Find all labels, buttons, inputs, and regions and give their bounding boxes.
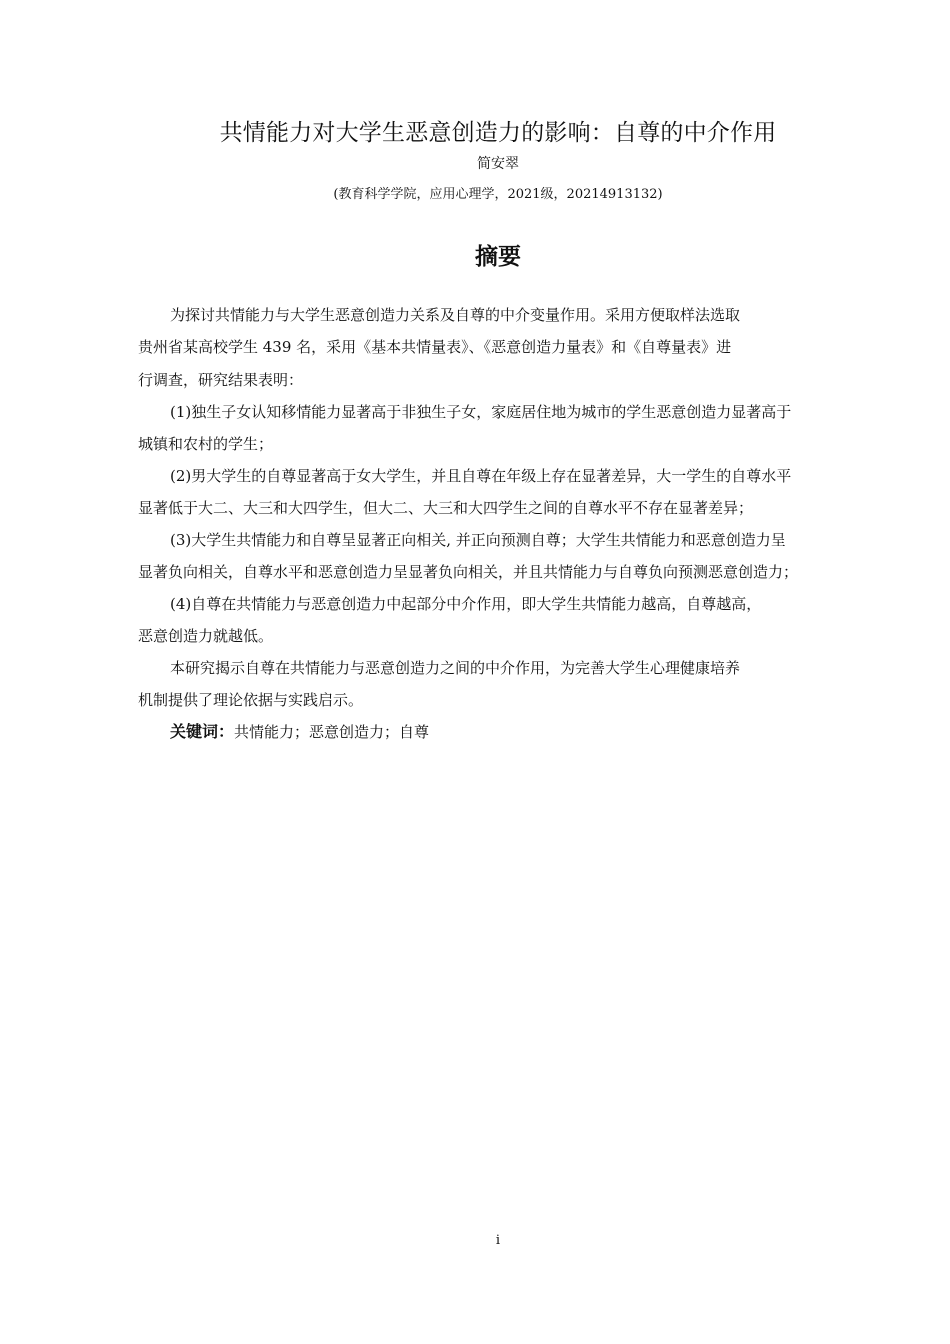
paper-title: 共情能力对大学生恶意创造力的影响：自尊的中介作用 (219, 120, 777, 146)
abstract-line: 贵州省某高校学生 439 名，采用《基本共情量表》、《恶意创造力量表》和《自尊量表》进 (138, 338, 732, 356)
keywords-label: 关键词： (170, 722, 235, 741)
abstract-line: 为探讨共情能力与大学生恶意创造力关系及自尊的中介变量作用。采用方便取样法选取 (170, 306, 741, 324)
abstract-line: 行调查，研究结果表明： (138, 371, 304, 389)
keywords-value: 共情能力；恶意创造力；自尊 (234, 723, 430, 741)
author-affiliation: (教育科学学院，应用心理学，2021级，20214913132) (333, 187, 663, 202)
abstract-heading: 摘要 (475, 244, 521, 270)
abstract-line: 显著低于大二、大三和大四学生，但大二、大三和大四学生之间的自尊水平不存在显著差异； (138, 499, 754, 517)
abstract-line: 机制提供了理论依据与实践启示。 (138, 691, 364, 709)
abstract-line: (2)男大学生的自尊显著高于女大学生，并且自尊在年级上存在显著差异，大一学生的自尊水平 (170, 467, 792, 485)
abstract-line: (1)独生子女认知移情能力显著高于非独生子女，家庭居住地为城市的学生恶意创造力显著高于 (170, 403, 792, 421)
keywords-line (170, 722, 429, 742)
author-name: 简安翠 (477, 156, 519, 172)
abstract-line: 城镇和农村的学生； (138, 435, 274, 453)
abstract-line: 本研究揭示自尊在共情能力与恶意创造力之间的中介作用，为完善大学生心理健康培养 (170, 659, 741, 677)
abstract-line: (4)自尊在共情能力与恶意创造力中起部分中介作用，即大学生共情能力越高，自尊越高， (170, 595, 762, 613)
abstract-line: (3)大学生共情能力和自尊呈显著正向相关, 并正向预测自尊；大学生共情能力和恶意创造力呈 (170, 531, 786, 549)
abstract-line: 显著负向相关，自尊水平和恶意创造力呈显著负向相关，并且共情能力与自尊负向预测恶意创造力； (138, 563, 799, 581)
abstract-line: 恶意创造力就越低。 (138, 627, 274, 645)
page-number: i (495, 1233, 501, 1248)
